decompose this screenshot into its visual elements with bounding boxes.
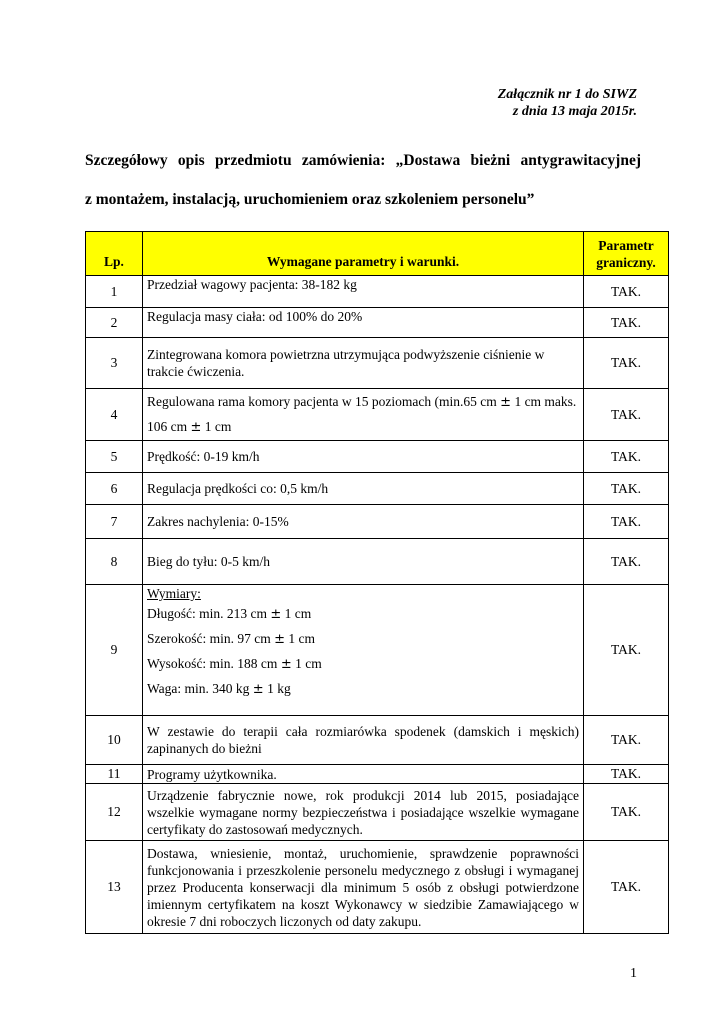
header-requirements: Wymagane parametry i warunki.	[143, 232, 584, 276]
header-lp: Lp.	[86, 232, 143, 276]
row-number: 7	[86, 505, 143, 539]
header-parameter-line-1: Parametr	[598, 237, 654, 253]
row-value: TAK.	[584, 505, 669, 539]
table-row	[86, 765, 669, 784]
row-number: 9	[86, 585, 143, 716]
page-number: 1	[630, 966, 637, 981]
table-row	[86, 389, 669, 441]
row-number: 6	[86, 473, 143, 505]
table-row	[86, 716, 669, 765]
row-number: 3	[86, 338, 143, 389]
row-description: Regulacja prędkości co: 0,5 km/h	[143, 473, 584, 505]
row-description: Zintegrowana komora powietrzna utrzymująca podwyższenie ciśnienie w trakcie ćwiczenia.	[143, 338, 584, 389]
plus-minus-symbol: ±	[252, 682, 264, 697]
dimension-height	[147, 652, 579, 677]
row-value: TAK.	[584, 473, 669, 505]
plus-minus-symbol: ±	[190, 419, 202, 435]
table-row	[86, 784, 669, 841]
frame-max-text: 106 cm	[147, 418, 188, 434]
tolerance-text: 1 cm	[295, 656, 322, 671]
dimensions-title: Wymiary:	[147, 586, 201, 601]
row-description	[143, 389, 584, 441]
frame-min-text: Regulowana rama komory pacjenta w 15 poziomach (min.65 cm	[147, 393, 497, 409]
row-number: 13	[86, 841, 143, 934]
row-number: 12	[86, 784, 143, 841]
tolerance-text: 1 cm	[284, 606, 312, 621]
dimension-length-text: Długość: min. 213 cm	[147, 606, 267, 621]
dimension-width-text: Szerokość: min. 97 cm	[147, 631, 271, 646]
row-description: Regulacja masy ciała: od 100% do 20%	[143, 308, 584, 338]
table-row	[86, 585, 669, 716]
table-row	[86, 441, 669, 473]
subject-line-1: Szczegółowy opis przedmiotu zamówienia: „Dostawa bieżni antygrawitacyjnej	[85, 152, 641, 169]
table-header-row	[86, 232, 669, 276]
subject-line-2: z montażem, instalacją, uruchomieniem oraz szkoleniem personelu”	[85, 191, 535, 208]
plus-minus-symbol: ±	[500, 394, 512, 410]
row-description: Prędkość: 0-19 km/h	[143, 441, 584, 473]
dimension-weight-text: Waga: min. 340 kg	[147, 681, 250, 696]
row-value: TAK.	[584, 539, 669, 585]
table-row	[86, 505, 669, 539]
row-value: TAK.	[584, 441, 669, 473]
table-row	[86, 338, 669, 389]
row-number: 1	[86, 276, 143, 308]
table-row	[86, 841, 669, 934]
row-number: 10	[86, 716, 143, 765]
tolerance-text: 1 kg	[267, 681, 291, 696]
plus-minus-symbol: ±	[274, 632, 286, 647]
dimension-weight	[147, 677, 579, 702]
plus-minus-symbol: ±	[270, 607, 282, 622]
row-description: Programy użytkownika.	[143, 765, 584, 784]
dimension-height-text: Wysokość: min. 188 cm	[147, 656, 278, 671]
row-description: W zestawie do terapii cała rozmiarówka spodenek (damskich i męskich) zapinanych do bieżni	[143, 716, 584, 765]
frame-tolerance-text: 1 cm maks.	[514, 393, 577, 409]
table-row	[86, 308, 669, 338]
frame-max-tolerance: 1 cm	[204, 418, 232, 434]
annex-line-2: z dnia 13 maja 2015r.	[512, 104, 637, 119]
header-parameter	[584, 232, 669, 276]
table-row	[86, 539, 669, 585]
row-description: Bieg do tyłu: 0-5 km/h	[143, 539, 584, 585]
row-value: TAK.	[584, 308, 669, 338]
row-value: TAK.	[584, 276, 669, 308]
row-description: Dostawa, wniesienie, montaż, uruchomienie, sprawdzenie poprawności funkcjonowania i przeszkolenie personelu medycznego z obsługi i wymaganej przez Producenta konserwacji dla minimum 5 osób z obsługi potwierdzone imiennym certyfikatem na koszt Wykonawcy w siedzibie Zamawiającego w okresie 7 dni roboczych liczonych od daty zakupu.	[143, 841, 584, 934]
row-number: 2	[86, 308, 143, 338]
row-description: Przedział wagowy pacjenta: 38-182 kg	[143, 276, 584, 308]
row-description: Zakres nachylenia: 0-15%	[143, 505, 584, 539]
row-value: TAK.	[584, 784, 669, 841]
table-row	[86, 276, 669, 308]
row-value: TAK.	[584, 765, 669, 784]
row-value: TAK.	[584, 841, 669, 934]
row-description: Urządzenie fabrycznie nowe, rok produkcji 2014 lub 2015, posiadające wszelkie wymagane normy bezpieczeństwa i posiadające wszelkie wymagane certyfikaty do zastosowań medycznych.	[143, 784, 584, 841]
row-number: 11	[86, 765, 143, 784]
plus-minus-symbol: ±	[280, 657, 292, 672]
row-number: 8	[86, 539, 143, 585]
dimension-length	[147, 602, 579, 627]
annex-line-1: Załącznik nr 1 do SIWZ	[497, 87, 637, 102]
row-number: 5	[86, 441, 143, 473]
row-value: TAK.	[584, 716, 669, 765]
row-number: 4	[86, 389, 143, 441]
row-value: TAK.	[584, 389, 669, 441]
header-parameter-line-2: graniczny.	[596, 254, 656, 270]
row-value: TAK.	[584, 585, 669, 716]
requirements-table	[85, 231, 669, 934]
row-value: TAK.	[584, 338, 669, 389]
table-row	[86, 473, 669, 505]
tolerance-text: 1 cm	[288, 631, 316, 646]
annex-reference	[498, 86, 637, 120]
dimension-width	[147, 627, 579, 652]
row-description	[143, 585, 584, 716]
